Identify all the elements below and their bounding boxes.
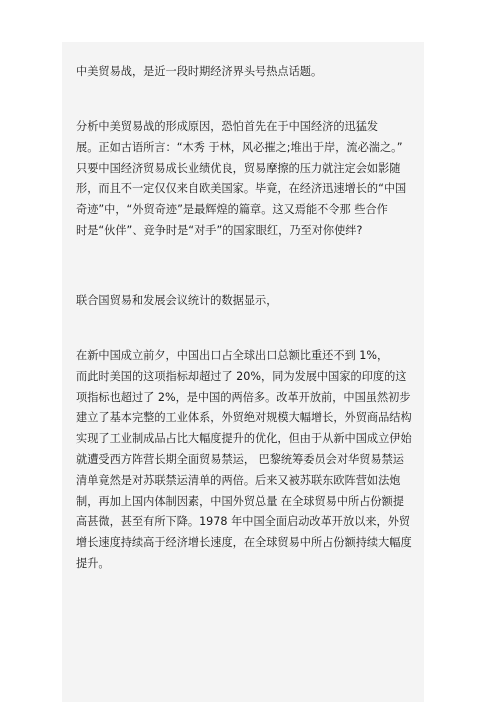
paragraph-history: 在新中国成立前夕，中国出口占全球出口总额比重还不到 1%， 而此时美国的这项指标却超过了 20%，同为发展中国家的印度的这 项指标也超过了 2%，是中国的两倍多。改革开放前，中国虽然初步 建立了基本完整的工业体系，外贸绝对规模大幅增长，外贸商品结构 实现了工业制成品占比大幅度提升的优化，但由于从新中国成立伊始 就遭受西方阵营长期全面贸易禁运， 巴黎统筹委员会对华贸易禁运 清单竟然是对苏联禁运清单的两倍。后来又被苏联东欧阵营如法炮 制，再加上国内体制因素，中国外贸总量 在全球贸易中所占份额提 高甚微，甚至有所下降。1978 年中国全面启动改革开放以来，外贸 增长速度持续高于经济增长速度，在全球贸易中所占份额持续大幅度 提升。 <box>76 349 412 570</box>
paragraph-intro: 中美贸易战，是近一段时期经济界头号热点话题。 <box>76 65 323 78</box>
paragraph-unctad-lead: 联合国贸易和发展会议统计的数据显示， <box>76 294 278 307</box>
paragraph-causes: 分析中美贸易战的形成原因，恐怕首先在于中国经济的迅猛发 展。正如古语所言：“木秀 于林，风必摧之;堆出于岸，流必湍之。” 只要中国经济贸易成长业绩优良，贸易摩擦的压力就注定会如影随 形，而且不一定仅仅来自欧美国家。毕竟，在经济迅速增长的“中国 奇迹”中，“外贸奇迹”是最辉煌的篇章。这又焉能不令那 些合作 时是“伙伴”、竞争时是“对手”的国家眼红，乃至对你使绊? <box>76 120 407 237</box>
